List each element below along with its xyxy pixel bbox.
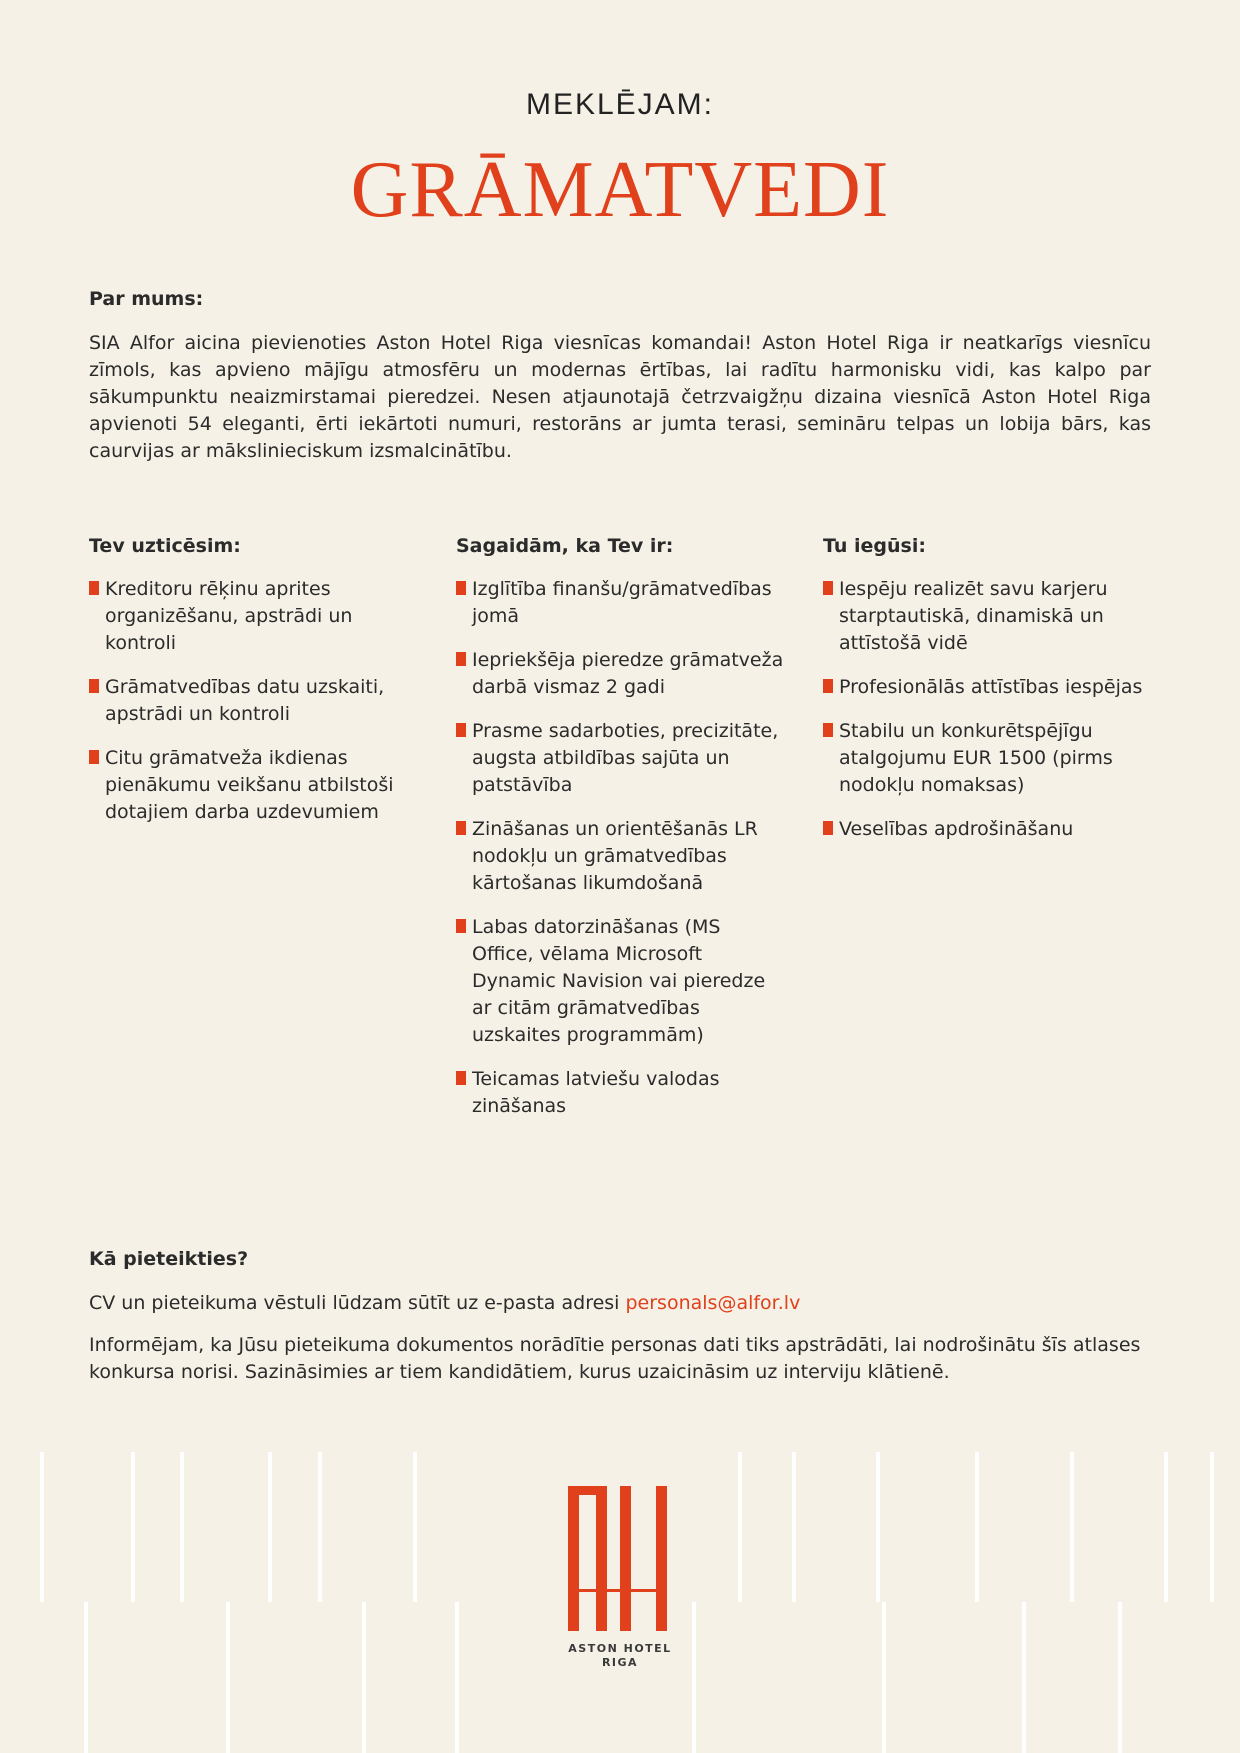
logo-line-1: ASTON HOTEL (568, 1642, 672, 1655)
square-bullet-icon (456, 821, 466, 835)
responsibilities-list (89, 576, 429, 826)
square-bullet-icon (456, 581, 466, 595)
square-bullet-icon (89, 581, 99, 595)
list-item: Iespēju realizēt savu karjeru starptautiskā, dinamiskā un attīstošā vidē (823, 576, 1163, 657)
column-heading: Sagaidām, ka Tev ir: (456, 535, 674, 557)
logo-line-2: RIGA (601, 1656, 639, 1669)
square-bullet-icon (823, 679, 833, 693)
list-item: Teicamas latviešu valodas zināšanas (456, 1066, 786, 1120)
apply-heading: Kā pieteikties? (89, 1248, 249, 1270)
benefits-list (823, 576, 1163, 843)
square-bullet-icon (456, 723, 466, 737)
list-item: Citu grāmatveža ikdienas pienākumu veikšanu atbilstoši dotajiem darba uzdevumiem (89, 745, 429, 826)
apply-instructions: CV un pieteikuma vēstuli lūdzam sūtīt uz e-pasta adresi (89, 1292, 620, 1314)
apply-text (89, 1290, 800, 1317)
about-text: SIA Alfor aicina pievienoties Aston Hotel Riga viesnīcas komandai! Aston Hotel Riga ir neatkarīgs viesnīcu zīmols, kas apvieno mājīgu atmosfēru un modernas ērtības, lai radītu harmonisku vidi, kas kalpo par sākumpunktu neaizmirstamai pieredzei. Nesen atjaunotajā četrzvaigžņu dizaina viesnīcā Aston Hotel Riga apvienoti 54 eleganti, ērti iekārtoti numuri, restorāns ar jumta terasi, semināru telpas un lobija bārs, kas caurvijas ar mākslinieciskum izsmalcinātību. (89, 332, 1151, 462)
square-bullet-icon (456, 652, 466, 666)
list-item: Labas datorzināšanas (MS Office, vēlama Microsoft Dynamic Navision vai pieredze ar citām grāmatvedības uzskaites programmām) (456, 914, 786, 1049)
list-item: Prasme sadarboties, precizitāte, augsta atbildības sajūta un patstāvība (456, 718, 786, 799)
logo-wordmark (540, 1642, 700, 1670)
column-heading: Tu iegūsi: (823, 535, 926, 557)
column-heading: Tev uzticēsim: (89, 535, 241, 557)
square-bullet-icon (823, 581, 833, 595)
requirements-list (456, 576, 786, 1120)
square-bullet-icon (823, 723, 833, 737)
list-item: Kreditoru rēķinu aprites organizēšanu, apstrādi un kontroli (89, 576, 429, 657)
list-item: Iepriekšēja pieredze grāmatveža darbā vismaz 2 gadi (456, 647, 786, 701)
email-link[interactable]: personals@alfor.lv (625, 1292, 801, 1314)
kicker-text: MEKLĒJAM: (525, 88, 715, 121)
list-item: Grāmatvedības datu uzskaiti, apstrādi un kontroli (89, 674, 429, 728)
square-bullet-icon (456, 919, 466, 933)
list-item: Profesionālās attīstības iespējas (823, 674, 1163, 701)
list-item: Zināšanas un orientēšanās LR nodokļu un grāmatvedības kārtošanas likumdošanā (456, 816, 786, 897)
square-bullet-icon (89, 679, 99, 693)
square-bullet-icon (823, 821, 833, 835)
square-bullet-icon (456, 1071, 466, 1085)
list-item: Stabilu un konkurētspējīgu atalgojumu EUR 1500 (pirms nodokļu nomaksas) (823, 718, 1163, 799)
column-requirements (456, 532, 786, 1137)
about-heading: Par mums: (89, 288, 204, 310)
privacy-notice: Informējam, ka Jūsu pieteikuma dokumentos norādītie personas dati tiks apstrādāti, lai nodrošinātu šīs atlases konkursa norisi. Sazināsimies ar tiem kandidātiem, kurus uzaicināsim uz interviju klātienē. (89, 1334, 1141, 1383)
list-item: Izglītība finanšu/grāmatvedības jomā (456, 576, 786, 630)
list-item: Veselības apdrošināšanu (823, 816, 1163, 843)
aston-hotel-logo-icon (564, 1486, 676, 1636)
page-title: GRĀMATVEDI (350, 146, 890, 234)
column-benefits (823, 532, 1163, 860)
square-bullet-icon (89, 750, 99, 764)
column-responsibilities (89, 532, 429, 843)
